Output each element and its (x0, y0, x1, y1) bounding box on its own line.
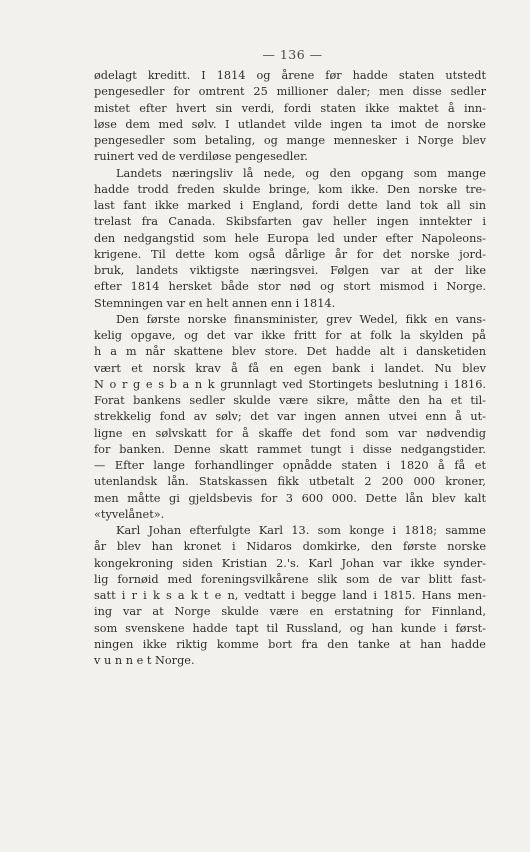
text-line: Forat bankens sedler skulde være sikre, måtte den ha et til- (94, 394, 486, 407)
text-line: trelast fra Canada. Skibsfarten gav heller ingen inntekter i (94, 215, 486, 229)
text-line: ningen ikke riktig komme bort fra den tanke at han hadde (94, 637, 486, 651)
text-line: «tyvelånet». (94, 507, 165, 521)
text-line: h a m når skattene blev store. Det hadde alt i dansketiden (94, 345, 486, 359)
text-line: — Efter lange forhandlinger opnådde staten i 1820 å få et (94, 459, 486, 472)
text-line: men måtte gi gjeldsbevis for 3 600 000. Dette lån blev kalt (94, 491, 486, 505)
text-line: Landets næringsliv lå nede, og den opgang som mange (116, 166, 486, 180)
text-line: ligne en sølvskatt for å skaffe det fond som var nødvendig (94, 426, 486, 440)
text-line: pengesedler for omtrent 25 millioner daler; men disse sedler (94, 85, 486, 99)
text-line: for banken. Denne skatt rammet tungt i disse nedgangstider. (94, 442, 486, 456)
body-text (94, 68, 486, 669)
page-number: — 136 — (262, 47, 323, 62)
text-line: v u n n e t Norge. (94, 654, 195, 667)
text-line: Stemningen var en helt annen enn i 1814. (94, 296, 336, 310)
text-line: N o r g e s b a n k grunnlagt ved Stortingets beslutning i 1816. (94, 377, 486, 391)
text-line: som svenskene hadde tapt til Russland, og han kunde i først- (94, 621, 486, 635)
text-line: bruk, landets viktigste næringsvei. Følgen var at der like (94, 264, 486, 277)
text-line: vært et norsk krav å få en egen bank i landet. Nu blev (94, 361, 486, 375)
text-line: løse dem med sølv. I utlandet vilde ingen ta imot de norske (94, 117, 486, 131)
text-line: ruinert ved de verdiløse pengesedler. (94, 150, 308, 164)
text-line: år blev han kronet i Nidaros domkirke, den første norske (94, 540, 486, 554)
text-line: den nedgangstid som hele Europa led under efter Napoleons- (94, 231, 486, 245)
text-line: lig fornøid med foreningsvilkårene slik som de var blitt fast- (94, 572, 486, 586)
text-line: krigene. Til dette kom også dårlige år for det norske jord- (94, 247, 486, 261)
text-line: utenlandsk lån. Statskassen fikk utbetalt 2 200 000 kroner, (94, 475, 486, 489)
text-line: kelig opgave, og det var ikke fritt for at folk la skylden på (94, 329, 486, 342)
text-line: Den første norske finansminister, grev Wedel, fikk en vans- (116, 312, 486, 326)
text-line: ødelagt kreditt. I 1814 og årene før hadde staten utstedt (94, 69, 486, 82)
text-line: kongekroning siden Kristian 2.'s. Karl Johan var ikke synder- (94, 556, 486, 570)
text-line: pengesedler som betaling, og mange mennesker i Norge blev (94, 134, 486, 147)
text-line: strekkelig fond av sølv; det var ingen annen utvei enn å ut- (94, 410, 486, 424)
text-line: Karl Johan efterfulgte Karl 13. som konge i 1818; samme (116, 524, 486, 537)
text-line: hadde trodd freden skulde bringe, kom ikke. Den norske tre- (94, 182, 486, 196)
text-line: ing var at Norge skulde være en erstatning for Finnland, (94, 605, 486, 619)
text-line: efter 1814 hersket både stor nød og stort mismod i Norge. (94, 280, 486, 294)
text-line: mistet efter hvert sin verdi, fordi staten ikke maktet å inn- (94, 101, 486, 115)
text-line: satt i r i k s a k t e n, vedtatt i begge land i 1815. Hans men- (94, 589, 486, 602)
text-line: last fant ikke marked i England, fordi dette land tok all sin (94, 199, 486, 212)
